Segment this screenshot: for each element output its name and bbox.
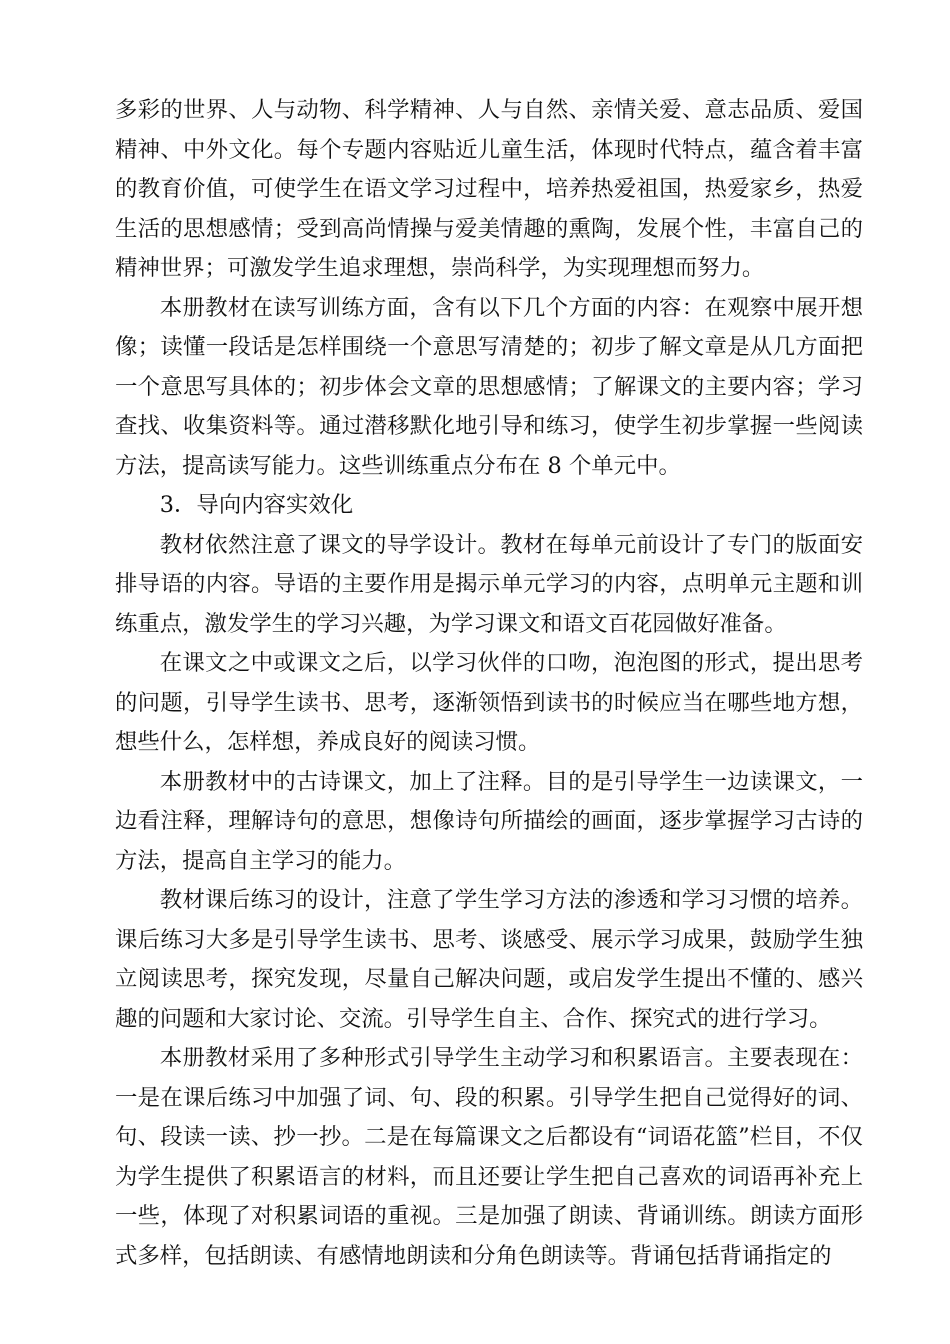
- document-body: [115, 91, 863, 1276]
- paragraph-language-accumulation: 本册教材采用了多种形式引导学生主动学习和积累语言。主要表现在：一是在课后练习中加强了词、句、段的积累。引导学生把自己觉得好的词、句、段读一读、抄一抄。二是在每篇课文之后都设有“词语花篮”栏目，不仅为学生提供了积累语言的材料，而且还要让学生把自己喜欢的词语再补充上一些，体现了对积累词语的重视。三是加强了朗读、背诵训练。朗读方面形式多样，包括朗读、有感情地朗读和分角色朗读等。背诵包括背诵指定的: [115, 1045, 863, 1269]
- paragraph-exercises: 教材课后练习的设计，注意了学生学习方法的渗透和学习习惯的培养。课后练习大多是引导学生读书、思考、谈感受、展示学习成果，鼓励学生独立阅读思考，探究发现，尽量自己解决问题，或启发学生提出不懂的、感兴趣的问题和大家讨论、交流。引导学生自主、合作、探究式的进行学习。: [115, 887, 863, 1032]
- paragraph-topics: 多彩的世界、人与动物、科学精神、人与自然、亲情关爱、意志品质、爱国精神、中外文化。每个专题内容贴近儿童生活，体现时代特点，蕴含着丰富的教育价值，可使学生在语文学习过程中，培养热爱祖国，热爱家乡，热爱生活的思想感情；受到高尚情操与爱美情趣的熏陶，发展个性，丰富自己的精神世界；可激发学生追求理想，崇尚科学，为实现理想而努力。: [115, 97, 863, 281]
- paragraph-reading-writing: 本册教材在读写训练方面，含有以下几个方面的内容：在观察中展开想像；读懂一段话是怎样围绕一个意思写清楚的；初步了解文章是从几方面把一个意思写具体的；初步体会文章的思想感情；了解课文的主要内容；学习查找、收集资料等。通过潜移默化地引导和练习，使学生初步掌握一些阅读方法，提高读写能力。这些训练重点分布在 8 个单元中。: [115, 294, 863, 479]
- paragraph-ancient-poems: 本册教材中的古诗课文，加上了注释。目的是引导学生一边读课文，一边看注释，理解诗句的意思，想像诗句所描绘的画面，逐步掌握学习古诗的方法，提高自主学习的能力。: [115, 768, 863, 874]
- paragraph-guide-design: 教材依然注意了课文的导学设计。教材在每单元前设计了专门的版面安排导语的内容。导语的主要作用是揭示单元学习的内容，点明单元主题和训练重点，激发学生的学习兴趣，为学习课文和语文百花园做好准备。: [115, 531, 863, 637]
- section-heading: 3．导向内容实效化: [159, 492, 354, 518]
- paragraph-bubble-questions: 在课文之中或课文之后，以学习伙伴的口吻，泡泡图的形式，提出思考的问题，引导学生读书、思考，逐渐领悟到读书的时候应当在哪些地方想，想些什么，怎样想，养成良好的阅读习惯。: [115, 650, 863, 755]
